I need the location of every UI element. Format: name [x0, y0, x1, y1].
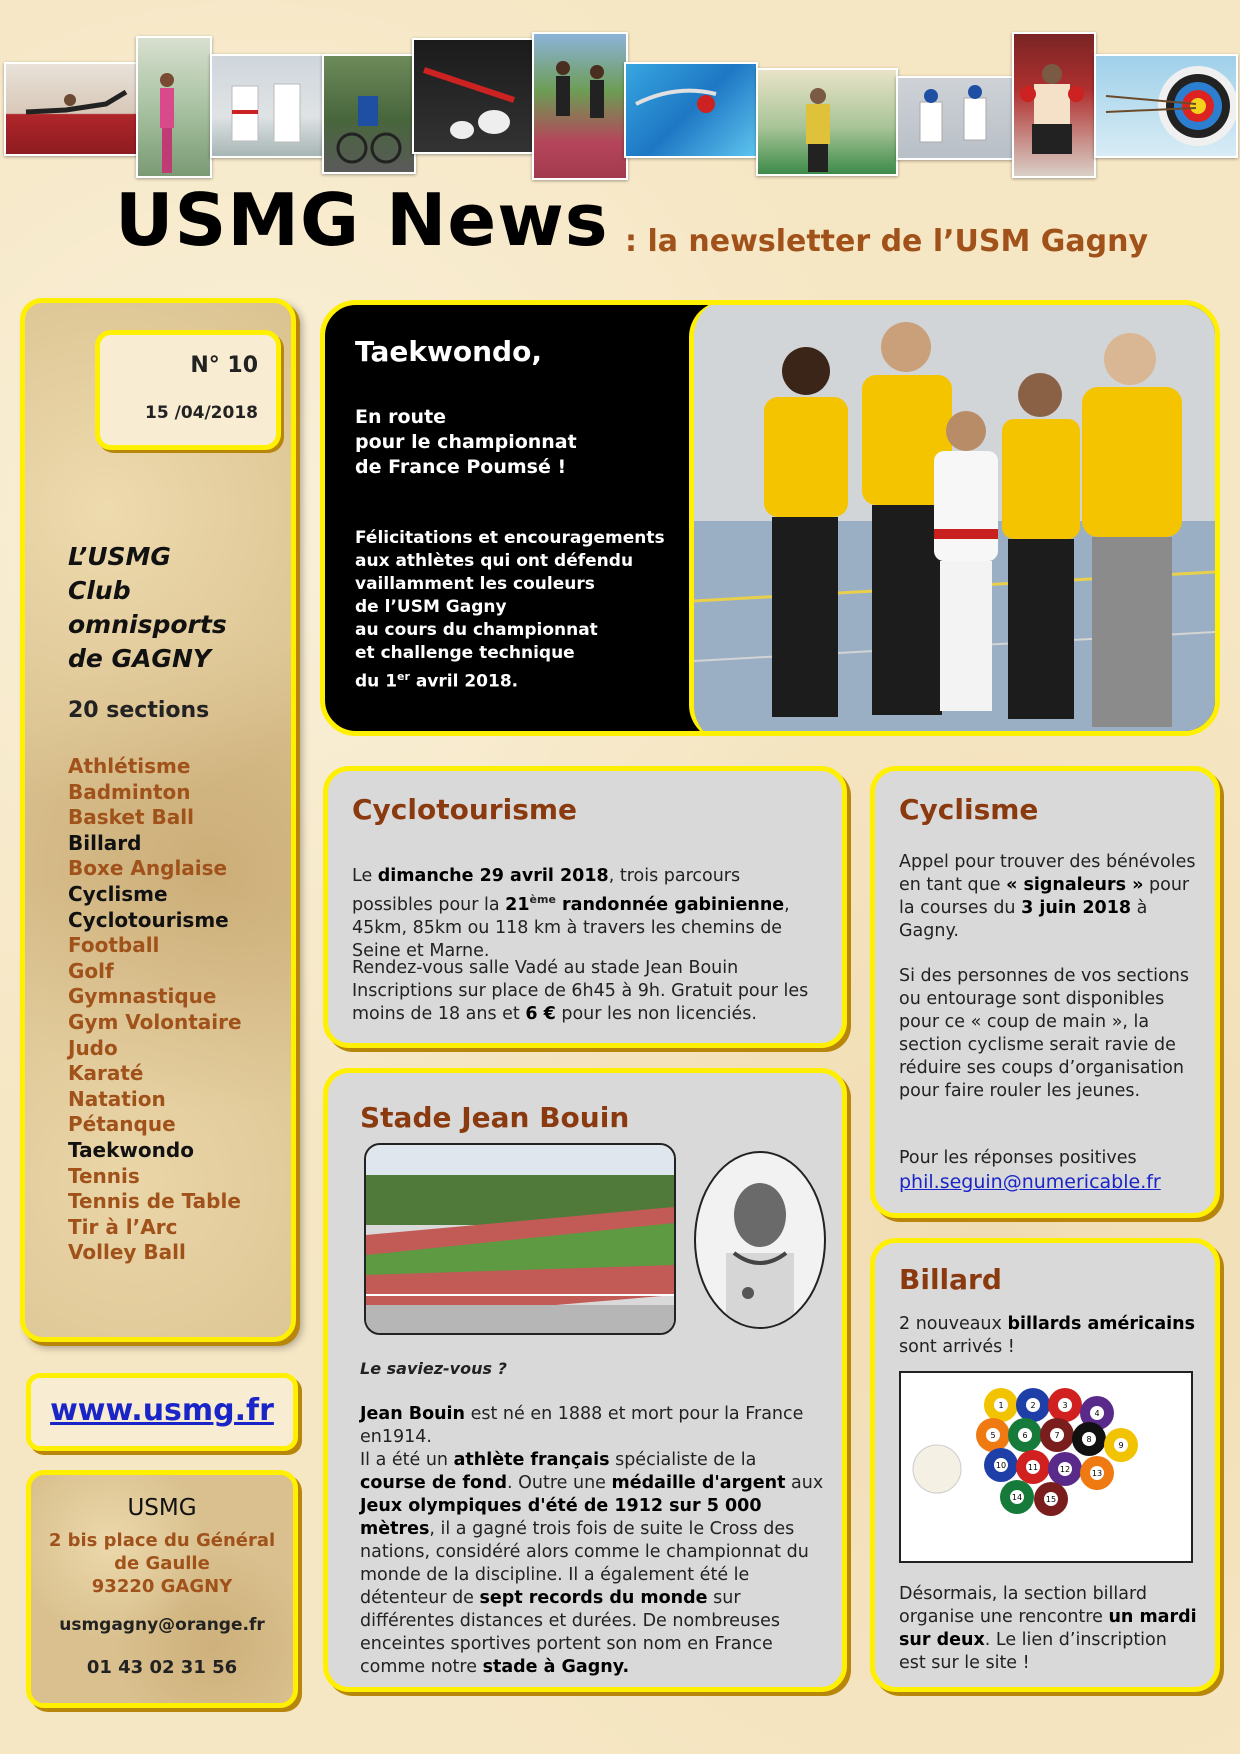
text-run-bold: dimanche 29 avril 2018: [377, 866, 609, 886]
cyclotourisme-title: Cyclotourisme: [352, 793, 578, 826]
issue-number: N° 10: [190, 353, 258, 378]
contact-address-line: 93220 GAGNY: [91, 1576, 233, 1597]
text-run: à Gagny.: [899, 898, 1148, 941]
section-item: Gym Volontaire: [68, 1009, 242, 1034]
billiard-ball: [1072, 1422, 1106, 1456]
billiard-ball-number: 9: [1118, 1441, 1124, 1450]
date-suffix: avril 2018.: [409, 671, 519, 692]
billiard-ball-number: 15: [1045, 1495, 1057, 1504]
billiard-ball-number: 13: [1091, 1469, 1103, 1478]
text-run: . Le lien d’inscription est sur le site !: [899, 1630, 1167, 1673]
section-item: Boxe Anglaise: [68, 856, 228, 881]
text-run: pour les non licenciés.: [555, 1004, 757, 1024]
text-run: Le: [352, 866, 378, 886]
header-photo-strip: [4, 32, 1236, 180]
sections-count: 20 sections: [68, 698, 210, 723]
text-run: sont arrivés !: [899, 1337, 1015, 1357]
issue-date: 15 /04/2018: [145, 403, 258, 423]
billiard-ball: [1016, 1388, 1050, 1422]
text-run: aux: [785, 1473, 824, 1493]
text-run-bold: randonnée gabinienne: [555, 894, 785, 915]
stade-card: [323, 1068, 847, 1692]
billiard-ball: [976, 1418, 1010, 1452]
section-item: Cyclisme: [68, 881, 168, 906]
billiard-ball-number: 8: [1086, 1435, 1092, 1444]
section-item: Pétanque: [68, 1112, 176, 1137]
section-item: Tennis: [68, 1163, 140, 1188]
cyclisme-email-link[interactable]: phil.seguin@numericable.fr: [899, 1171, 1161, 1193]
date-sup: er: [397, 670, 410, 683]
contact-box: [26, 1470, 298, 1708]
did-you-know-label: Le saviez-vous ?: [360, 1359, 507, 1378]
text-run-bold: Jeux olympiques d'été de 1912 sur 5 000 mètres: [360, 1496, 762, 1539]
billiard-ball-number: 3: [1062, 1401, 1068, 1410]
club-title-line: L’USMG: [68, 542, 171, 571]
issue-box: [95, 330, 281, 450]
section-item: Football: [68, 933, 160, 958]
website-link[interactable]: www.usmg.fr: [50, 1393, 274, 1428]
photo-athletics: [532, 32, 628, 180]
section-item: Cyclotourisme: [68, 907, 229, 932]
billiard-ball-number: 2: [1030, 1401, 1036, 1410]
text-run: , 45km, 85km ou 118 km à travers les chemins de Seine et Marne.: [352, 894, 790, 961]
text-run: Rendez-vous salle Vadé au stade Jean Bouin Inscriptions sur place de 6h45 à 9h. Gratuit pour les moins de 18 ans et: [352, 958, 809, 1024]
taekwondo-intro-line: pour le championnat: [355, 431, 577, 453]
text-run-sup: ème: [529, 893, 556, 906]
cyclotourisme-card: [323, 766, 847, 1048]
club-title-line: Club: [68, 576, 131, 605]
text-run: , trois parcours possibles pour la: [352, 866, 741, 915]
text-run: 2 nouveaux: [899, 1314, 1008, 1334]
photo-boxing: [1012, 32, 1096, 178]
text-run-bold: 6 €: [525, 1004, 556, 1024]
billiard-ball-number: 11: [1027, 1463, 1039, 1472]
text-run: sur différentes distances et durées. De nombreuses enceintes sportives portent son nom en France comme notre: [360, 1588, 781, 1677]
text-run-bold: stade à Gagny.: [482, 1657, 630, 1677]
newsletter-subtitle: : la newsletter de l’USM Gagny: [625, 224, 1149, 259]
section-item: Badminton: [68, 779, 191, 804]
website-box: [26, 1373, 298, 1451]
text-run-bold: Jean Bouin: [360, 1404, 466, 1424]
text-run-bold: 21: [505, 894, 530, 915]
jean-bouin-portrait: [694, 1151, 826, 1329]
sections-list: [68, 754, 242, 1266]
billiard-ball: [984, 1388, 1018, 1422]
taekwondo-intro-line: de France Poumsé !: [355, 456, 567, 478]
section-item: Athlétisme: [68, 754, 191, 778]
cyclotourisme-paragraph-1: [352, 865, 822, 963]
section-item: Basket Ball: [68, 805, 194, 830]
billiard-ball-number: 6: [1022, 1431, 1028, 1440]
section-item: Gymnastique: [68, 984, 217, 1009]
billiard-ball-number: 12: [1059, 1465, 1071, 1474]
section-item: Volley Ball: [68, 1240, 186, 1265]
billiard-balls-photo: [899, 1371, 1193, 1563]
stadium-photo: [364, 1143, 676, 1335]
club-title: [68, 540, 288, 676]
cyclisme-paragraph-2: Si des personnes de vos sections ou entourage sont disponibles pour ce « coup de main », la section cyclisme serait ravie de réduire ses coups d’organisation pour faire rouler les jeunes.: [899, 966, 1189, 1101]
text-run-bold: billards américains: [1007, 1314, 1196, 1334]
cyclotourisme-paragraph-2: [352, 957, 822, 1026]
cyclisme-title: Cyclisme: [899, 793, 1039, 826]
billard-paragraph-2: [899, 1583, 1199, 1675]
date-prefix: du 1: [355, 671, 398, 692]
text-run-bold: un mardi sur deux: [899, 1607, 1197, 1650]
billiard-ball: [1016, 1450, 1050, 1484]
billiard-ball: [1008, 1418, 1042, 1452]
billiard-ball-number: 10: [995, 1461, 1007, 1470]
photo-dance: [136, 36, 212, 178]
taekwondo-body-line: de l’USM Gagny: [355, 597, 507, 617]
photo-judo: [210, 54, 324, 158]
section-item: Judo: [68, 1035, 118, 1060]
contact-address-line: 2 bis place du Général: [48, 1530, 276, 1551]
photo-volleyball: [756, 68, 898, 176]
jean-bouin-bio: [360, 1403, 826, 1679]
billard-card: [870, 1238, 1220, 1692]
text-run-bold: 3 juin 2018: [1021, 898, 1132, 918]
taekwondo-date-line: [355, 665, 675, 694]
text-run-bold: course de fond: [360, 1473, 507, 1493]
taekwondo-body-line: aux athlètes qui ont défendu: [355, 551, 634, 571]
section-item: Karaté: [68, 1061, 144, 1086]
text-run: spécialiste de la: [609, 1450, 757, 1470]
text-run-bold: sept records du monde: [479, 1588, 708, 1608]
taekwondo-intro: [355, 405, 577, 480]
contact-email[interactable]: usmgagny@orange.fr: [59, 1615, 265, 1635]
taekwondo-body-line: vaillamment les couleurs: [355, 574, 595, 594]
text-run: , il a gagné trois fois de suite le Cross des nations, considéré alors comme le championnat du monde de la discipline. Il a également été le détenteur de: [360, 1519, 809, 1608]
billiard-ball-number: 7: [1054, 1431, 1060, 1440]
text-run-bold: athlète français: [453, 1450, 610, 1470]
section-item: Natation: [68, 1086, 166, 1111]
billiard-ball: [1034, 1482, 1068, 1516]
stade-title: Stade Jean Bouin: [360, 1101, 630, 1134]
billard-title: Billard: [899, 1263, 1002, 1296]
photo-archery: [1094, 54, 1238, 158]
billard-paragraph-1: [899, 1313, 1199, 1359]
photo-swimming: [624, 62, 758, 158]
cyclisme-paragraph-1: [899, 851, 1199, 943]
club-title-line: omnisports: [68, 610, 227, 639]
text-run-bold: médaille d'argent: [611, 1473, 786, 1493]
photo-badminton: [412, 38, 534, 154]
taekwondo-heading: Taekwondo,: [355, 335, 542, 368]
billiard-ball-number: 4: [1094, 1409, 1100, 1418]
text-run: Il a été un: [360, 1450, 454, 1470]
billiard-ball: [984, 1448, 1018, 1482]
club-title-line: de GAGNY: [68, 644, 211, 673]
photo-gymnastics: [4, 62, 144, 156]
newsletter-title: USMG News: [115, 178, 609, 262]
taekwondo-team-photo: [689, 301, 1220, 736]
billiard-ball-number: 1: [998, 1401, 1004, 1410]
billiard-ball: [1048, 1388, 1082, 1422]
contact-address: [31, 1529, 293, 1598]
photo-taekwondo: [896, 76, 1016, 160]
section-item: Golf: [68, 958, 114, 983]
billiard-ball: [1080, 1456, 1114, 1490]
billiard-ball: [1048, 1452, 1082, 1486]
taekwondo-body-line: et challenge technique: [355, 643, 575, 663]
text-run-bold: « signaleurs »: [1006, 875, 1144, 895]
billiard-ball-number: 14: [1011, 1493, 1023, 1502]
cue-ball: [913, 1445, 961, 1493]
section-item: Billard: [68, 830, 142, 855]
taekwondo-intro-line: En route: [355, 406, 447, 428]
text-run: est né en 1888 et mort pour la France en1914.: [360, 1404, 804, 1447]
billiard-ball-number: 5: [990, 1431, 996, 1440]
taekwondo-body: [355, 527, 675, 694]
cyclisme-paragraph-3: Pour les réponses positives: [899, 1148, 1137, 1168]
text-run: . Outre une: [506, 1473, 612, 1493]
section-item: Tennis de Table: [68, 1189, 241, 1214]
taekwondo-body-line: au cours du championnat: [355, 620, 598, 640]
text-run: Appel pour trouver des bénévoles en tant que: [899, 852, 1196, 895]
cyclisme-card: [870, 766, 1220, 1218]
billiard-balls: [901, 1373, 1191, 1561]
billiard-ball: [1104, 1428, 1138, 1462]
section-item: Taekwondo: [68, 1137, 194, 1162]
text-run: pour la courses du: [899, 875, 1190, 918]
billiard-ball: [1040, 1418, 1074, 1452]
text-run: Désormais, la section billard organise une rencontre: [899, 1584, 1147, 1627]
photo-cycling: [322, 54, 416, 174]
contact-address-line: de Gaulle: [114, 1553, 210, 1574]
taekwondo-body-line: Félicitations et encouragements: [355, 528, 665, 548]
section-item: Tir à l’Arc: [68, 1214, 178, 1239]
contact-name: USMG: [127, 1495, 197, 1521]
contact-phone: 01 43 02 31 56: [86, 1657, 238, 1678]
billiard-ball: [1000, 1480, 1034, 1514]
taekwondo-panel: [320, 300, 1220, 736]
